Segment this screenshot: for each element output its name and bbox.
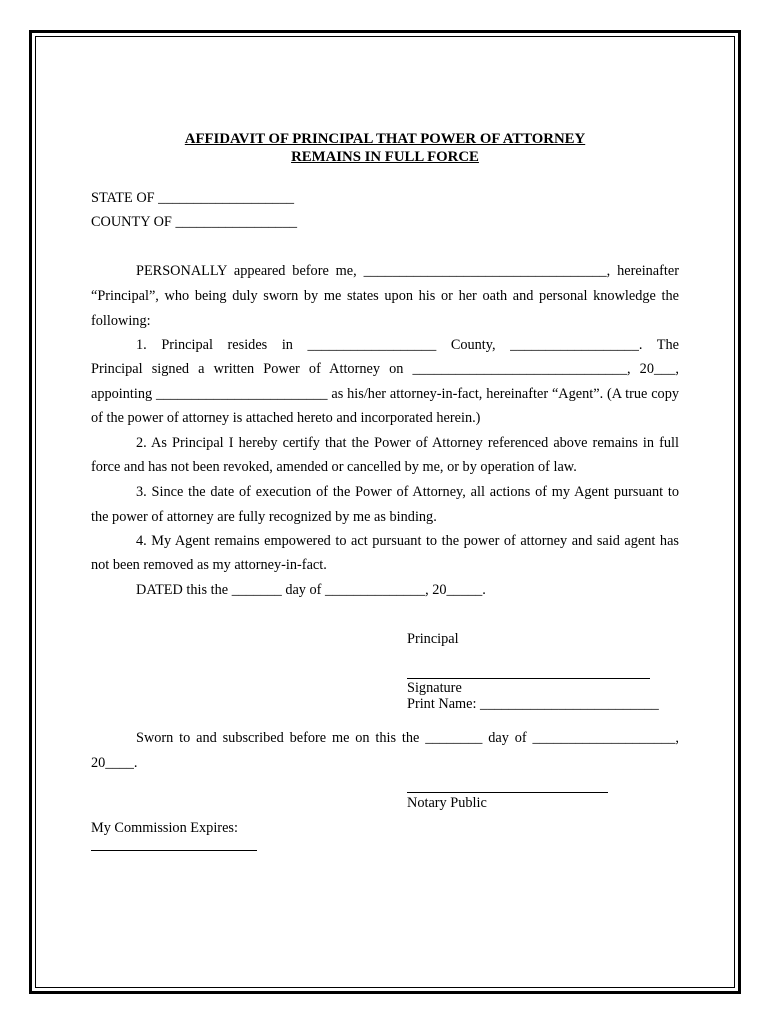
notary-public-label: Notary Public	[407, 795, 487, 811]
paragraph-4-line-2: not been removed as my attorney-in-fact.	[91, 557, 327, 573]
signature-line[interactable]	[407, 678, 650, 679]
title-line-1: AFFIDAVIT OF PRINCIPAL THAT POWER OF ATTORNEY	[184, 131, 586, 147]
intro-line-1: PERSONALLY appeared before me, __________________________________, hereinafter	[136, 263, 679, 279]
paragraph-2-line-1: 2. As Principal I hereby certify that the Power of Attorney referenced above remains in full	[136, 435, 679, 451]
county-field[interactable]: COUNTY OF _________________	[91, 214, 297, 230]
paragraph-4-line-1: 4. My Agent remains empowered to act pursuant to the power of attorney and said agent has	[136, 533, 679, 549]
intro-line-3: following:	[91, 313, 151, 329]
commission-expires-line[interactable]	[91, 850, 257, 851]
intro-line-2: “Principal”, who being duly sworn by me states upon his or her oath and personal knowledge the	[91, 288, 679, 304]
print-name-field[interactable]: Print Name: _________________________	[407, 696, 659, 712]
paragraph-1-line-3: appointing ________________________ as his/her attorney-in-fact, hereinafter “Agent”. (A true copy	[91, 386, 679, 402]
paragraph-3-line-2: the power of attorney are fully recognized by me as binding.	[91, 509, 437, 525]
sworn-line-2: 20____.	[91, 755, 138, 771]
state-field[interactable]: STATE OF ___________________	[91, 190, 294, 206]
paragraph-3-line-1: 3. Since the date of execution of the Power of Attorney, all actions of my Agent pursuant to	[136, 484, 679, 500]
dated-line[interactable]: DATED this the _______ day of ______________, 20_____.	[136, 582, 486, 598]
title-line-2: REMAINS IN FULL FORCE	[291, 149, 479, 165]
paragraph-2-line-2: force and has not been revoked, amended or cancelled by me, or by operation of law.	[91, 459, 577, 475]
notary-signature-line[interactable]	[407, 792, 608, 793]
principal-label: Principal	[407, 631, 459, 647]
commission-expires-label: My Commission Expires:	[91, 820, 238, 836]
sworn-line-1: Sworn to and subscribed before me on this the ________ day of ____________________,	[136, 730, 679, 746]
signature-label: Signature	[407, 680, 462, 696]
paragraph-1-line-1: 1. Principal resides in __________________ County, __________________. The	[136, 337, 679, 353]
paragraph-1-line-2: Principal signed a written Power of Attorney on ______________________________, 20___,	[91, 361, 679, 377]
paragraph-1-line-4: of the power of attorney is attached hereto and incorporated herein.)	[91, 410, 481, 426]
